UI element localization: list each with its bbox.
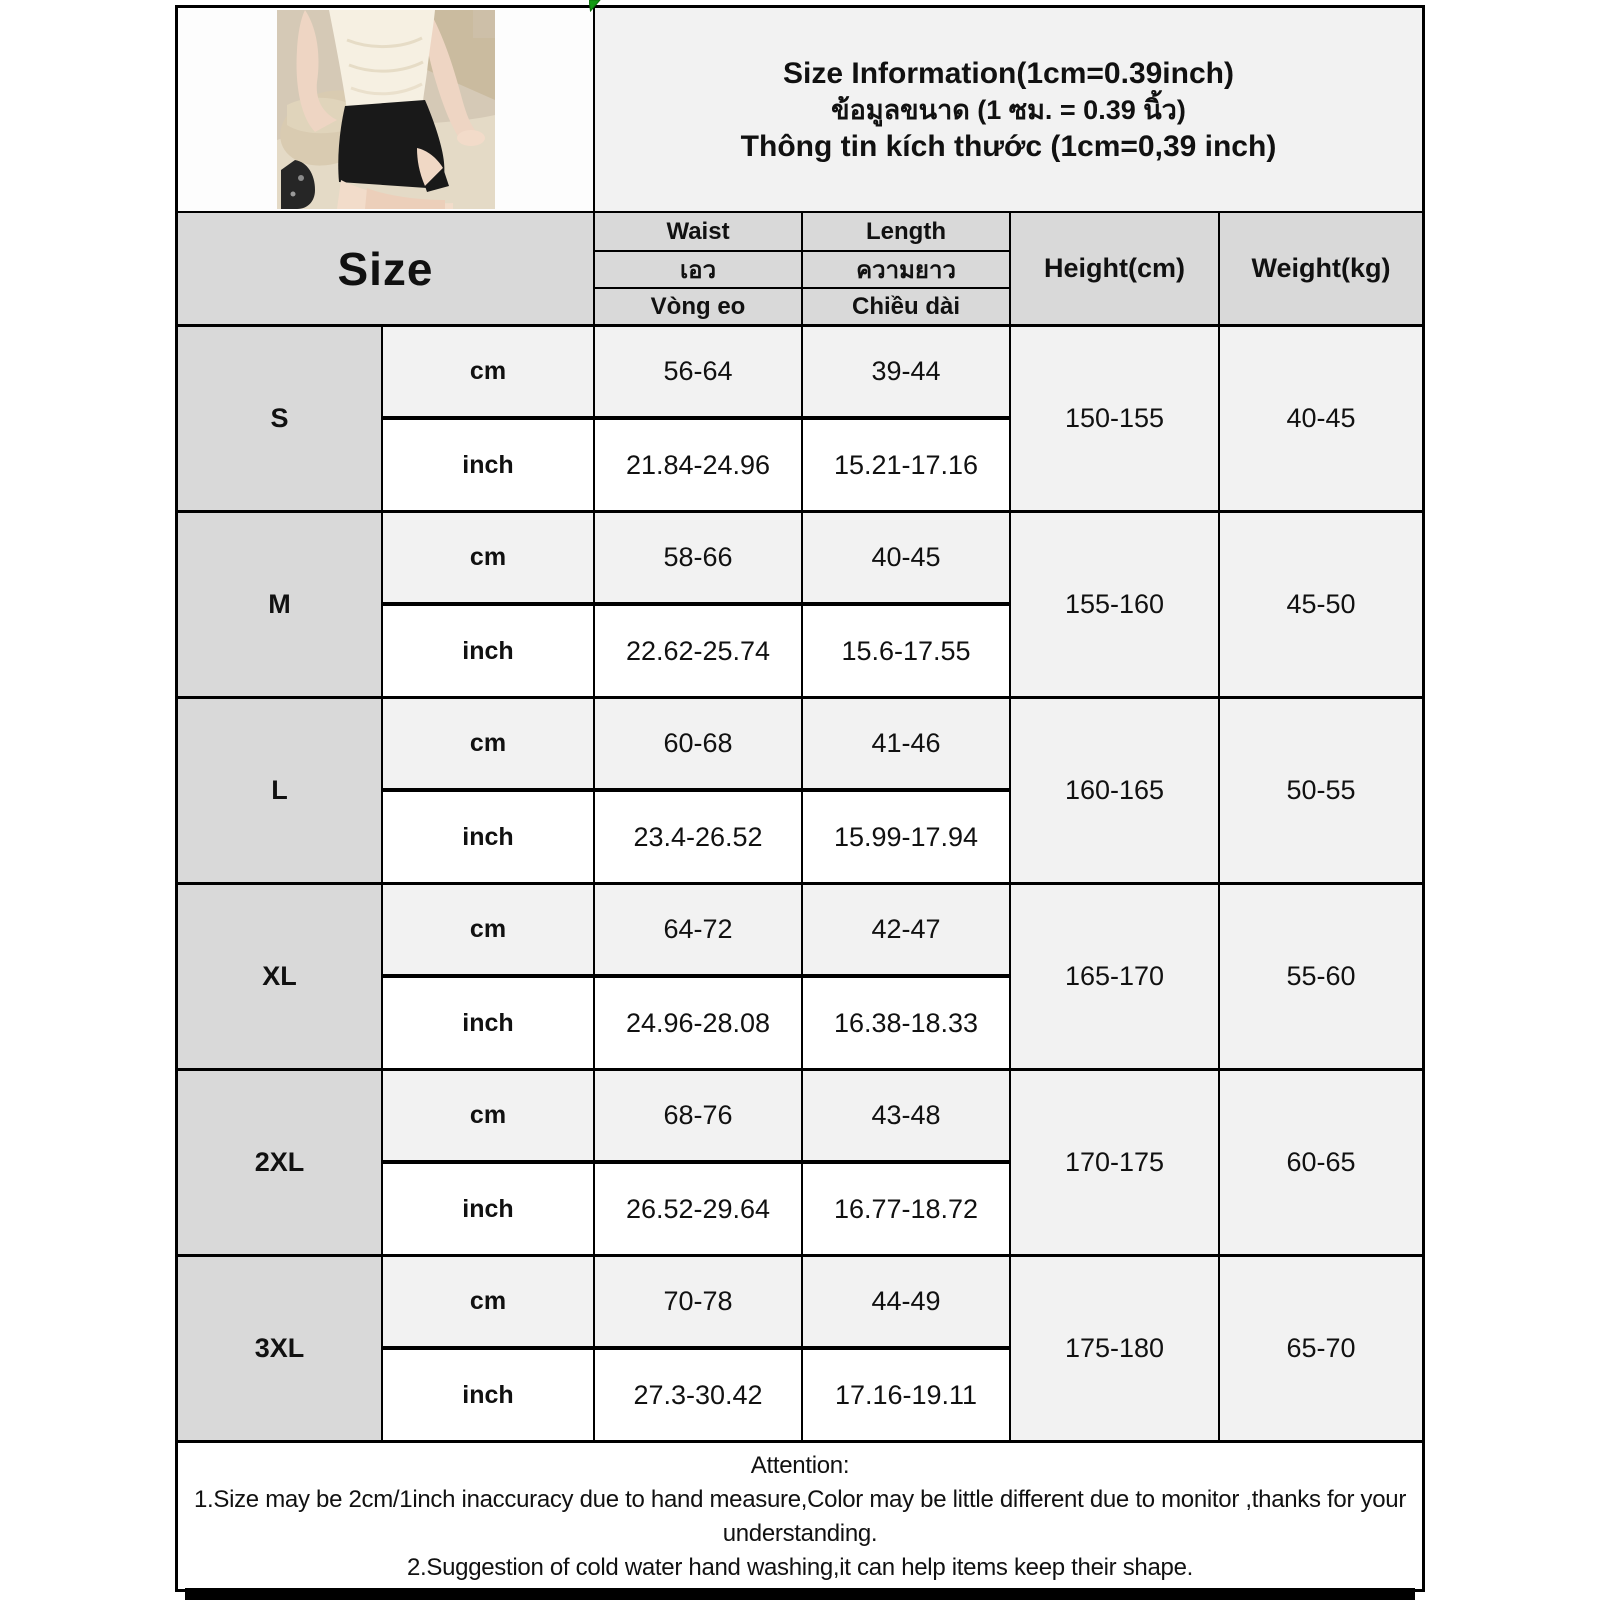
- waist-label-en: Waist: [595, 213, 801, 250]
- length-inch-value: 16.38-18.33: [833, 1007, 979, 1038]
- unit-inch-label: inch: [383, 1164, 595, 1254]
- length-column-header: [803, 213, 1011, 324]
- length-cm-value: 44-49: [871, 1286, 941, 1316]
- waist-inch-value: 21.84-24.96: [595, 420, 803, 510]
- size-label: M: [178, 513, 383, 696]
- size-row-2xl: [178, 1071, 1422, 1257]
- length-inch-value: 17.16-19.11: [834, 1379, 978, 1410]
- waist-inch-value: 26.52-29.64: [595, 1164, 803, 1254]
- weight-value: 45-50: [1220, 513, 1422, 696]
- cm-subrow: [383, 513, 1009, 606]
- length-inch-value: 15.99-17.94: [833, 821, 979, 852]
- unit-inch-label: inch: [383, 606, 595, 696]
- inch-subrow: [383, 1350, 1009, 1440]
- product-photo-cell: [178, 8, 595, 211]
- weight-value: 65-70: [1220, 1257, 1422, 1440]
- waist-inch-value: 24.96-28.08: [595, 978, 803, 1068]
- waist-column-header: [595, 213, 803, 324]
- unit-inch-label: inch: [383, 792, 595, 882]
- waist-label-th: เอว: [595, 250, 801, 287]
- waist-cm-value: 56-64: [595, 327, 803, 416]
- size-label: 2XL: [178, 1071, 383, 1254]
- attention-line-1: 1.Size may be 2cm/1inch inaccuracy due to hand measure,Color may be little different due to monitor ,thanks for your understanding.: [193, 1486, 1407, 1547]
- inch-subrow: [383, 420, 1009, 510]
- weight-value: 40-45: [1220, 327, 1422, 510]
- height-column-header: Height(cm): [1011, 213, 1220, 324]
- length-cm-value: 41-46: [871, 728, 941, 758]
- length-label-vi: Chiều dài: [803, 287, 1009, 324]
- height-value: 155-160: [1011, 513, 1220, 696]
- length-inch-value: 15.21-17.16: [833, 449, 979, 480]
- weight-value: 50-55: [1220, 699, 1422, 882]
- waist-label-vi: Vòng eo: [595, 287, 801, 324]
- waist-cm-value: 68-76: [595, 1071, 803, 1160]
- waist-cm-value: 58-66: [595, 513, 803, 602]
- size-row-3xl: [178, 1257, 1422, 1443]
- green-corner-marker: [589, 0, 601, 12]
- attention-title: Attention:: [750, 1452, 850, 1479]
- height-value: 160-165: [1011, 699, 1220, 882]
- cm-subrow: [383, 699, 1009, 792]
- height-value: 165-170: [1011, 885, 1220, 1068]
- weight-value: 55-60: [1220, 885, 1422, 1068]
- unit-inch-label: inch: [383, 1350, 595, 1440]
- unit-inch-label: inch: [383, 420, 595, 510]
- waist-cm-value: 64-72: [595, 885, 803, 974]
- size-info-title-block: [595, 8, 1422, 211]
- size-label: 3XL: [178, 1257, 383, 1440]
- size-row-xl: [178, 885, 1422, 1071]
- cm-subrow: [383, 327, 1009, 420]
- waist-inch-value: 22.62-25.74: [595, 606, 803, 696]
- unit-cm-label: cm: [383, 885, 595, 974]
- length-label-en: Length: [803, 213, 1009, 250]
- inch-subrow: [383, 792, 1009, 882]
- cm-subrow: [383, 1257, 1009, 1350]
- unit-inch-label: inch: [383, 978, 595, 1068]
- cm-subrow: [383, 1071, 1009, 1164]
- attention-line-2: 2.Suggestion of cold water hand washing,it can help items keep their shape.: [406, 1554, 1193, 1581]
- size-row-m: [178, 513, 1422, 699]
- product-photo-illustration: [277, 10, 495, 209]
- height-value: 170-175: [1011, 1071, 1220, 1254]
- weight-column-header: Weight(kg): [1220, 213, 1422, 324]
- hand-shape: [457, 130, 485, 146]
- length-inch-value: 16.77-18.72: [833, 1193, 979, 1224]
- height-value: 175-180: [1011, 1257, 1220, 1440]
- inch-subrow: [383, 978, 1009, 1068]
- waist-cm-value: 60-68: [595, 699, 803, 788]
- unit-cm-label: cm: [383, 513, 595, 602]
- bottom-black-bar: [185, 1588, 1415, 1600]
- unit-cm-label: cm: [383, 1257, 595, 1346]
- weight-value: 60-65: [1220, 1071, 1422, 1254]
- size-row-s: [178, 327, 1422, 513]
- length-cm-value: 43-48: [871, 1100, 941, 1130]
- waist-inch-value: 27.3-30.42: [595, 1350, 803, 1440]
- table-header-row: [178, 213, 1422, 327]
- inch-subrow: [383, 1164, 1009, 1254]
- unit-cm-label: cm: [383, 699, 595, 788]
- length-label-th: ความยาว: [803, 250, 1009, 287]
- size-label: L: [178, 699, 383, 882]
- size-row-l: [178, 699, 1422, 885]
- size-label: S: [178, 327, 383, 510]
- top-row: [178, 8, 1422, 213]
- inch-subrow: [383, 606, 1009, 696]
- size-chart-sheet: [175, 5, 1425, 1592]
- waist-cm-value: 70-78: [595, 1257, 803, 1346]
- title-vietnamese: Thông tin kích thước (1cm=0,39 inch): [740, 129, 1277, 163]
- unit-cm-label: cm: [383, 1071, 595, 1160]
- length-cm-value: 42-47: [871, 914, 941, 944]
- product-photo: [277, 10, 495, 209]
- title-thai: ข้อมูลขนาด (1 ซม. = 0.39 นิ้ว): [831, 94, 1186, 125]
- length-inch-value: 15.6-17.55: [841, 635, 971, 666]
- unit-cm-label: cm: [383, 327, 595, 416]
- cm-subrow: [383, 885, 1009, 978]
- size-column-header: Size: [178, 213, 595, 324]
- length-cm-value: 39-44: [871, 356, 941, 386]
- length-cm-value: 40-45: [871, 542, 941, 572]
- attention-note: [178, 1443, 1422, 1589]
- title-english: Size Information(1cm=0.39inch): [783, 56, 1234, 90]
- size-label: XL: [178, 885, 383, 1068]
- height-value: 150-155: [1011, 327, 1220, 510]
- waist-inch-value: 23.4-26.52: [595, 792, 803, 882]
